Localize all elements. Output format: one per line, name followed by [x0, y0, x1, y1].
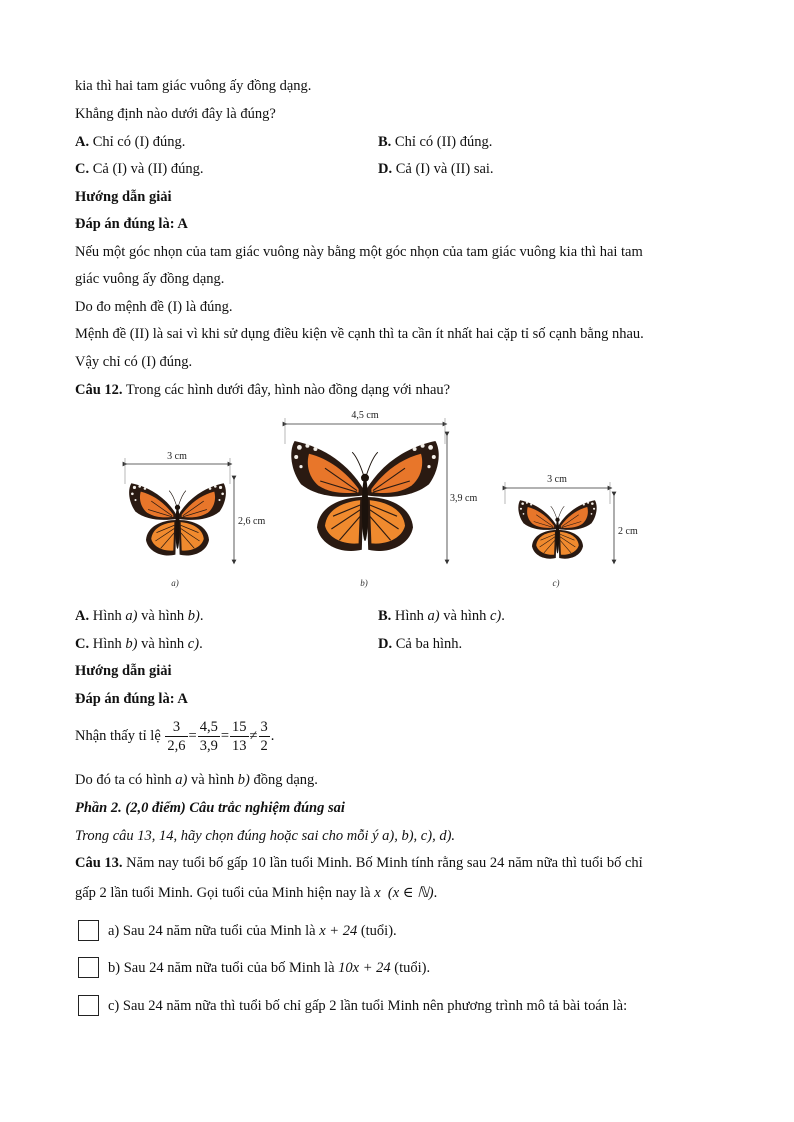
figure-b [285, 410, 477, 588]
figure-a-width-label: 3 cm [167, 451, 187, 462]
butterfly-figures [100, 404, 660, 594]
q12-option-c: C. Hình b) và hình c). [75, 636, 203, 652]
q12-guide-heading: Hướng dẫn giải [75, 663, 172, 679]
ratio-fraction-2: $\frac{4,5}{3,9}$ [199, 719, 218, 755]
q13-checkbox-c[interactable] [78, 995, 99, 1016]
butterfly-a-image [129, 483, 226, 555]
q13-checkbox-a[interactable] [78, 920, 99, 941]
part2-instruction: Trong câu 13, 14, hãy chọn đúng hoặc sai cho mỗi ý a), b), c), d). [75, 828, 456, 844]
q13-item-a: a) Sau 24 năm nữa tuổi của Minh là x + 24 (tuổi). [108, 923, 397, 939]
figure-b-caption: b) [360, 578, 368, 588]
figure-c [505, 474, 638, 588]
q11-explain-line-3: Do đo mệnh đề (I) là đúng. [75, 299, 233, 315]
q13-item-b: b) Sau 24 năm nữa tuổi của bố Minh là 10x + 24 (tuổi). [108, 960, 431, 976]
q11-answer: Đáp án đúng là: A [75, 216, 188, 232]
q12-answer: Đáp án đúng là: A [75, 691, 188, 707]
q11-option-a: A. Chỉ có (I) đúng. [75, 134, 186, 150]
q12-ratio-line: Nhận thấy tỉ lệ $\frac{3}{2,6}$ = $\frac{4,5}{3,9}$ = $\frac{15}{13}$ ≠ $\frac{3}{2}$ . [75, 719, 275, 755]
q11-explain-line-1: Nếu một góc nhọn của tam giác vuông này bằng một góc nhọn của tam giác vuông kia thì hai tam [75, 244, 643, 260]
butterfly-c-image [518, 500, 596, 558]
ratio-fraction-4: $\frac{3}{2}$ [260, 719, 268, 755]
q11-option-d: D. Cả (I) và (II) sai. [378, 161, 494, 177]
q12-option-d: D. Cả ba hình. [378, 636, 463, 652]
q12-option-a: A. Hình a) và hình b). [75, 608, 204, 624]
figure-a-height-label: 2,6 cm [238, 516, 266, 527]
q13-item-c: c) Sau 24 năm nữa thì tuổi bố chỉ gấp 2 lần tuổi Minh nên phương trình mô tả bài toán là: [108, 998, 628, 1014]
figure-c-width-label: 3 cm [547, 474, 567, 485]
figure-b-width-label: 4,5 cm [351, 410, 379, 421]
butterfly-b-image [291, 441, 438, 551]
q13-line-2: gấp 2 lần tuổi Minh. Gọi tuổi của Minh hiện nay là x (x ∈ ℕ). [75, 885, 438, 901]
q11-option-c: C. Cả (I) và (II) đúng. [75, 161, 204, 177]
figure-c-height-label: 2 cm [618, 526, 638, 537]
q13-checkbox-b[interactable] [78, 957, 99, 978]
q11-prompt: Khẳng định nào dưới đây là đúng? [75, 106, 276, 122]
ratio-fraction-1: $\frac{3}{2,6}$ [167, 719, 186, 755]
q11-explain-line-4: Mệnh đề (II) là sai vì khi sử dụng điều kiện về cạnh thì ta cần ít nhất hai cặp tỉ số cạnh bằng nhau. [75, 326, 644, 342]
q12-question: Câu 12. Trong các hình dưới đây, hình nào đồng dạng với nhau? [75, 382, 451, 398]
ratio-eq-2: = [220, 728, 230, 744]
q13-line-1: Câu 13. Năm nay tuổi bố gấp 10 lần tuổi Minh. Bố Minh tính rằng sau 24 năm nữa thì tuổi bố chỉ [75, 855, 643, 871]
part2-title: Phần 2. (2,0 điểm) Câu trắc nghiệm đúng sai [75, 800, 345, 816]
q12-conclusion: Do đó ta có hình a) và hình b) đồng dạng. [75, 772, 318, 788]
figure-c-caption: c) [552, 578, 560, 588]
q11-guide-heading: Hướng dẫn giải [75, 189, 172, 205]
ratio-fraction-3: $\frac{15}{13}$ [232, 719, 247, 755]
q11-explain-line-2: giác vuông ấy đồng dạng. [75, 271, 225, 287]
q11-continuation-line: kia thì hai tam giác vuông ấy đồng dạng. [75, 78, 312, 94]
q11-option-b: B. Chỉ có (II) đúng. [378, 134, 493, 150]
q12-option-b: B. Hình a) và hình c). [378, 608, 505, 624]
q11-explain-line-5: Vậy chỉ có (I) đúng. [75, 354, 193, 370]
figure-a-caption: a) [171, 578, 179, 588]
figure-a [125, 451, 265, 588]
figure-b-height-label: 3,9 cm [450, 493, 478, 504]
